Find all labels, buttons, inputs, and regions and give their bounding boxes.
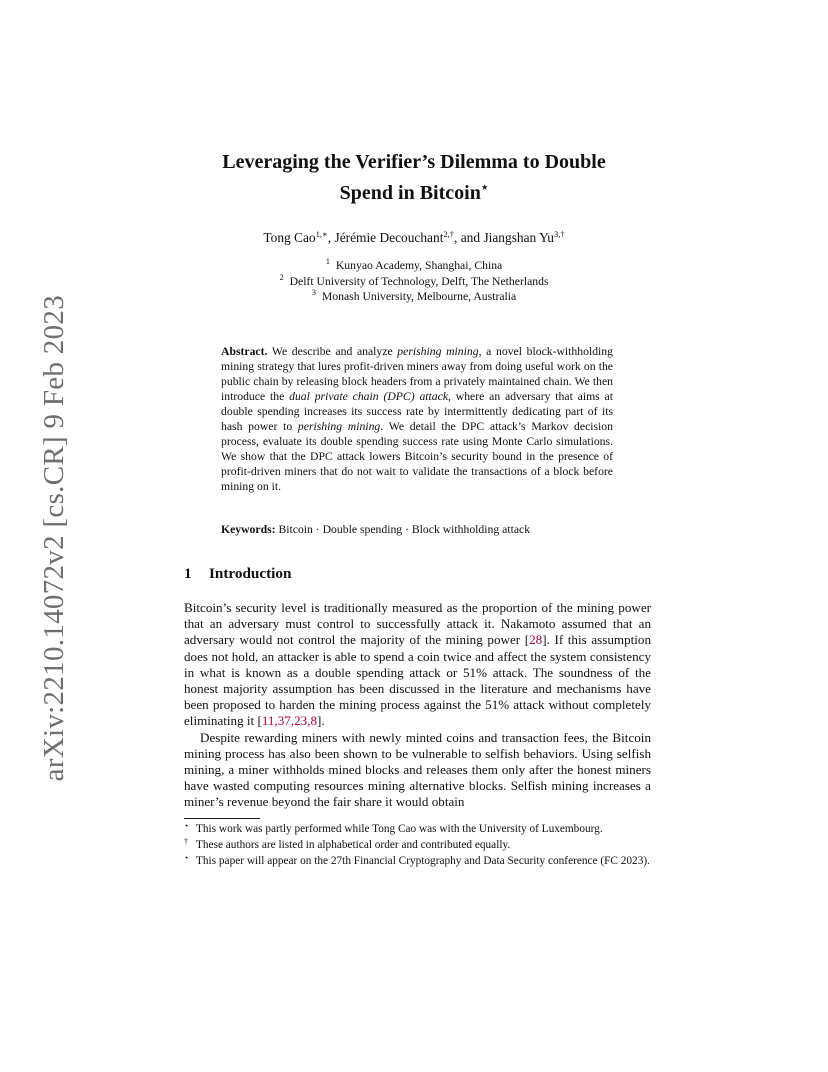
abstract-text: We describe and analyze [267,345,398,358]
affiliation-number: 1 [325,256,330,266]
author-affil-mark: 1,∗ [315,229,328,239]
affiliation-text: Monash University, Melbourne, Australia [321,290,517,303]
paragraph [184,600,651,730]
keywords [221,522,613,537]
footnote-text: These authors are listed in alphabetical order and contributed equally. [196,839,511,851]
author-name: Jiangshan Yu [483,230,554,245]
author-affil-mark: 3,† [553,229,565,239]
section-number: 1 [184,565,192,582]
title-footnote-mark: ⋆ [480,180,489,194]
body-text [184,600,651,811]
author-separator: , and [454,230,484,245]
abstract-text: . We detail the DPC attack’s Markov decision process, evaluate its double spending success rate using Monte Carlo simulations. We show that the DPC attack lowers Bitcoin’s security bound in the presence of profit-driven miners that do not wait to validate the transactions of a block before mining on it. [221,420,613,493]
abstract-text: , where an adversary that aims at double spending increases its success rate by intermittently dedicating part of its hash power to [221,390,613,433]
paragraph-text: ]. [317,713,325,729]
footnote [184,854,651,868]
footnote [184,838,651,852]
section-title: Introduction [209,565,292,582]
footnotes [184,822,651,870]
abstract-text: , a novel block-withholding mining strategy that lures profit-driven miners away from doing useful work on the public chain by releasing block headers from a privately maintained chain. We then introduce the [221,345,613,403]
author-name: Jérémie Decouchant [334,230,444,245]
abstract [221,344,613,494]
keywords-text: Bitcoin · Double spending · Block withholding attack [275,523,531,536]
author-name: Tong Cao [263,230,316,245]
title-line-2 [184,175,644,206]
title-line-1: Leveraging the Verifier’s Dilemma to Double [222,151,606,173]
footnote-mark: ⋆ [184,853,190,862]
arxiv-identifier: arXiv:2210.14072v2 [cs.CR] 9 Feb 2023 [38,295,70,782]
footnote-text: This work was partly performed while Tong Cao was with the University of Luxembourg. [196,823,603,835]
section-heading [184,565,291,583]
citation-link[interactable]: 11,37,23,8 [261,713,317,729]
author-separator: , [327,230,335,245]
affiliation-text: Delft University of Technology, Delft, The Netherlands [289,274,549,288]
footnote [184,822,651,836]
abstract-emphasis: dual private chain (DPC) attack [289,390,449,403]
paragraph-text: ]. If this assumption does not hold, an attacker is able to spend a coin twice and affect the system consistency in what is known as a double spending attack or 51% attack. The soundness of the honest majority assumption has been discussed in the literature and mechanisms have been proposed to harden the mining process against the 51% attack without completely eliminating it [ [184,632,651,729]
affiliation-text: Kunyao Academy, Shanghai, China [335,259,503,272]
footnote-mark: † [184,837,188,846]
author-list [184,230,644,246]
citation-link[interactable]: 28 [529,632,543,648]
abstract-emphasis: perishing mining [397,345,479,358]
abstract-emphasis: perishing mining [297,420,381,433]
affiliation-number: 2 [279,271,284,282]
affiliation [184,271,644,290]
keywords-label: Keywords: [221,523,276,536]
footnote-rule [184,818,260,819]
affiliations [184,258,644,305]
affiliation [184,289,644,305]
author-affil-mark: 2,† [443,229,455,239]
affiliation [184,258,644,274]
paragraph-text: Bitcoin’s security level is traditionally measured as the proportion of the mining power that an adversary must control to successfully attack it. Nakamoto assumed that an adversary would not control the majority of the mining power [ [184,600,651,648]
paper-title [184,150,644,206]
footnote-text: This paper will appear on the 27th Financial Cryptography and Data Security conference (FC 2023). [196,855,650,867]
footnote-mark: ⋆ [184,821,190,830]
affiliation-number: 3 [311,287,317,297]
abstract-label: Abstract. [221,345,268,358]
title-line-2-text: Spend in Bitcoin [339,182,481,204]
paragraph: Despite rewarding miners with newly minted coins and transaction fees, the Bitcoin mining process has also been shown to be vulnerable to selfish behaviors. Using selfish mining, a miner withholds mined blocks and releases them only after the honest miners have wasted computing resources mining alternative blocks. Selfish mining increases a miner’s revenue beyond the fair share it would obtain [184,729,651,810]
